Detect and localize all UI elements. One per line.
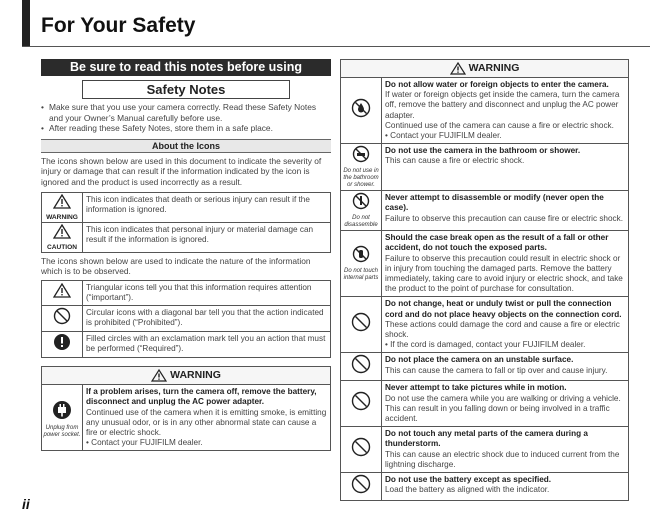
unplug-caption: Unplug from power socket. (43, 424, 81, 438)
row-caption: Do not touch internal parts (343, 268, 379, 282)
no-disassemble-icon (352, 192, 370, 210)
prohibited-icon (351, 437, 371, 457)
prohibited-icon (351, 474, 371, 494)
table-row (341, 191, 629, 231)
warning-bold-text: If a problem arises, turn the camera off, remove the battery, disconnect and unplug the AC power adapter. (86, 387, 317, 407)
table-row (341, 144, 629, 191)
row-bold-text: Never attempt to disassemble or modify (never open the case). (385, 193, 604, 213)
warning-heading-text: WARNING (170, 369, 221, 382)
nature-icons-table (41, 280, 331, 358)
unplug-icon (52, 400, 72, 420)
warning-triangle-icon (53, 194, 71, 209)
caution-triangle-icon (53, 224, 71, 239)
warning-triangle-icon (450, 62, 466, 75)
left-warning-box (41, 366, 331, 451)
left-warning-table (41, 384, 331, 451)
row-text: Failure to observe this precaution could result in electric shock or in injury from touching the damaged parts. Remove the battery immediately, taking care to avoid injury or electric shock, and take the product to the point of purchase for consultation. (385, 253, 623, 294)
prohibited-icon (351, 312, 371, 332)
severity-label: CAUTION (46, 243, 78, 251)
icons-intro-text: The icons shown below are used in this document to indicate the severity of injury or damage that can result if the information indicated by the icon is ignored and the product is used incorrectly as a result. (41, 155, 322, 187)
row-text: Continued use of the camera can cause a fire or electric shock. (385, 120, 614, 130)
nature-text: Filled circles with an exclamation mark tell you an action that must be performed (“Required”). (83, 332, 331, 358)
row-text: If water or foreign objects get inside the camera, turn the camera off, remove the battery and disconnect and unplug the AC power adapter. (385, 90, 620, 120)
table-row (42, 192, 331, 222)
header-accent-bar (22, 0, 30, 46)
severity-icons-table (41, 192, 331, 253)
warning-heading-text: WARNING (468, 62, 520, 74)
row-bullet: • If the cord is damaged, contact your FUJIFILM dealer. (385, 340, 586, 350)
table-row (341, 78, 629, 144)
severity-label: WARNING (46, 213, 78, 221)
safety-notes-list (41, 102, 331, 134)
table-row (42, 385, 331, 451)
table-row (42, 222, 331, 252)
list-item: • Make sure that you use your camera correctly. Read these Safety Notes and your Owner’s Manual carefully before use. (41, 102, 331, 123)
row-bullet: • Contact your FUJIFILM dealer. (385, 131, 502, 141)
table-row (341, 297, 629, 353)
row-text: This can cause an electric shock due to induced current from the lightning discharge. (385, 449, 620, 469)
page-title: For Your Safety (41, 14, 196, 37)
left-column (41, 59, 331, 451)
warning-triangle-icon (151, 369, 167, 382)
row-bullet-text: Contact your FUJIFILM dealer. (390, 131, 502, 141)
row-bold-text: Should the case break open as the result of a fall or other accident, do not touch the exposed parts. (385, 233, 609, 253)
row-bullet-text: If the cord is damaged, contact your FUJIFILM dealer. (390, 340, 586, 350)
no-touch-icon (352, 245, 370, 263)
row-text: Do not use the camera while you are walking or driving a vehicle. This can result in you falling down or being involved in a traffic accident. (385, 393, 621, 424)
table-row (42, 280, 331, 305)
safety-notes-heading: Safety Notes (82, 80, 290, 99)
list-item: • After reading these Safety Notes, store them in a safe place. (41, 123, 331, 134)
table-row (341, 231, 629, 297)
title-divider (22, 46, 650, 47)
row-text: Failure to observe this precaution can cause fire or electric shock. (385, 213, 624, 223)
row-text: Load the battery as aligned with the indicator. (385, 485, 550, 495)
row-bold-text: Do not allow water or foreign objects to enter the camera. (385, 80, 609, 89)
row-caption: Do not disassemble (344, 215, 378, 229)
page-number: ii (22, 496, 30, 512)
table-row (341, 473, 629, 501)
no-bathroom-icon (352, 145, 370, 163)
read-notes-banner: Be sure to read this notes before using (41, 59, 331, 76)
row-caption: Do not use in the bathroom or shower. (343, 168, 379, 189)
about-icons-heading: About the Icons (41, 139, 331, 153)
row-text: This can cause the camera to fall or tip over and cause injury. (385, 365, 608, 375)
required-icon (53, 333, 71, 351)
table-row (341, 353, 629, 381)
warning-heading (340, 59, 629, 77)
warning-bullet: • Contact your FUJIFILM dealer. (86, 438, 203, 448)
severity-icon-cell (42, 192, 83, 222)
table-row (42, 332, 331, 358)
row-bold-text: Do not use the camera in the bathroom or shower. (385, 146, 581, 156)
row-bold-text: Do not change, heat or unduly twist or pull the connection cord and do not place heavy objects on the connection cord. (385, 299, 622, 319)
warning-bullet-text: Contact your FUJIFILM dealer. (91, 438, 203, 448)
right-column (340, 59, 629, 501)
no-water-icon (351, 98, 371, 118)
severity-icon-cell (42, 222, 83, 252)
warning-text: Continued use of the camera when it is emitting smoke, is emitting any unusual odor, or is in any other abnormal state can cause a fire or electric shock. (86, 407, 327, 437)
row-bold-text: Do not touch any metal parts of the camera during a thunderstorm. (385, 429, 588, 449)
row-bold-text: Do not use the battery except as specified. (385, 475, 552, 485)
nature-text: Circular icons with a diagonal bar tell you that the action indicated is prohibited (“Prohibited”). (83, 306, 331, 332)
right-warning-table (340, 77, 629, 501)
prohibited-icon (53, 307, 71, 325)
table-row (341, 381, 629, 427)
prohibited-icon (351, 391, 371, 411)
table-row (341, 427, 629, 473)
triangle-icon (53, 283, 71, 298)
unplug-icon-cell (42, 385, 83, 451)
row-bold-text: Never attempt to take pictures while in motion. (385, 383, 567, 393)
severity-text: This icon indicates that death or serious injury can result if the information is ignored. (83, 192, 331, 222)
severity-text: This icon indicates that personal injury or material damage can result if the information is ignored. (83, 222, 331, 252)
row-text: This can cause a fire or electric shock. (385, 156, 525, 166)
prohibited-icon (351, 354, 371, 374)
nature-text: Triangular icons tell you that this information requires attention (“important”). (83, 280, 331, 305)
row-text: These actions could damage the cord and cause a fire or electric shock. (385, 319, 620, 340)
warning-heading (41, 366, 331, 384)
nature-intro-text: The icons shown below are used to indicate the nature of the information which is to be observed. (41, 255, 311, 277)
table-row (42, 306, 331, 332)
row-bold-text: Do not place the camera on an unstable surface. (385, 355, 574, 365)
